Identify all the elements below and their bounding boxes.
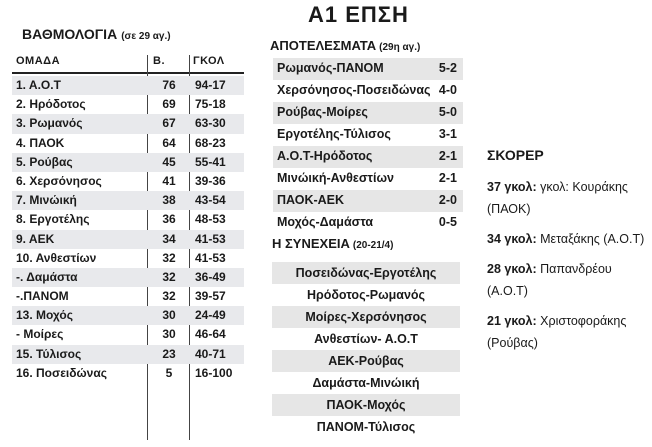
team-name: 3. Ρωμανός (16, 116, 83, 131)
next-subtitle: (20-21/4) (352, 240, 394, 251)
result-match: Α.Ο.Τ-Ηρόδοτος (277, 149, 373, 163)
next-title-text: Η ΣΥΝΕΧΕΙΑ (272, 236, 350, 251)
table-row (12, 210, 244, 229)
team-goals: 46-64 (195, 327, 226, 342)
team-name: 10. Ανθεστίων (16, 250, 97, 265)
table-row (12, 306, 244, 325)
result-row (273, 58, 463, 80)
table-row (12, 345, 244, 364)
team-points: 30 (162, 308, 176, 323)
team-points: 38 (162, 193, 176, 208)
result-match: Ρωμανός-ΠΑΝΟΜ (277, 61, 384, 75)
team-goals: 39-36 (195, 173, 226, 188)
team-name: - Μοίρες (16, 327, 64, 342)
result-row (273, 124, 463, 146)
result-match: Εργοτέλης-Τύλισος (277, 127, 391, 141)
team-name: 15. Τύλισος (16, 346, 82, 361)
team-goals: 63-30 (195, 116, 226, 131)
team-points: 34 (162, 231, 176, 246)
team-goals: 94-17 (195, 78, 226, 92)
results-title-text: ΑΠΟΤΕΛΕΣΜΑΤΑ (270, 38, 377, 53)
table-row (12, 76, 244, 95)
table-row (12, 134, 244, 153)
results-list (273, 58, 463, 234)
team-points: 67 (162, 116, 176, 131)
table-row (12, 249, 244, 268)
scorer-item (487, 228, 647, 250)
team-goals: 43-54 (195, 193, 226, 208)
team-points: 36 (162, 212, 176, 227)
result-score: 5-2 (438, 61, 457, 75)
team-name: 8. Εργοτέλης (16, 212, 90, 227)
scorer-name: Παπανδρέου (Α.Ο.Τ) (487, 262, 612, 298)
fixture-row: Ανθεστίων- Α.Ο.Τ (314, 332, 418, 346)
team-points: 23 (162, 346, 176, 361)
result-score: 2-1 (438, 149, 457, 163)
result-match: Χερσόνησος-Ποσειδώνας (277, 83, 431, 97)
scorer-name: Χριστοφοράκης (Ρούβας) (487, 314, 627, 350)
scorer-goals: 28 γκολ: (487, 262, 537, 276)
team-goals: 41-53 (195, 231, 226, 246)
table-row (12, 153, 244, 172)
team-goals: 36-49 (195, 269, 226, 284)
team-name: 6. Χερσόνησος (16, 173, 102, 188)
fixture-row: Ηρόδοτος-Ρωμανός (306, 288, 426, 302)
standings-subtitle: (σε 29 αγ.) (121, 31, 171, 42)
team-points: 76 (162, 78, 176, 92)
fixture-row: Μοίρες-Χερσόνησος (272, 306, 460, 328)
result-match: Μοχός-Δαμάστα (277, 215, 374, 229)
team-name: 9. ΑΕΚ (16, 231, 55, 246)
team-goals: 40-71 (195, 346, 226, 361)
team-points: 30 (162, 327, 176, 342)
team-name: 2. Ηρόδοτος (16, 97, 86, 112)
header-goals: ΓΚΟΛ (193, 55, 225, 67)
table-row (12, 172, 244, 191)
table-row (12, 325, 244, 344)
header-divider (12, 72, 244, 74)
fixture-row: ΠΑΟΚ-Μοχός (272, 394, 460, 416)
result-row (273, 168, 463, 190)
result-score: 4-0 (438, 83, 457, 97)
result-row (273, 212, 463, 234)
next-title (272, 236, 393, 251)
result-row (273, 190, 463, 212)
team-points: 41 (162, 173, 176, 188)
result-row (273, 80, 463, 102)
result-match: ΠΑΟΚ-ΑΕΚ (277, 193, 345, 207)
results-subtitle: (29η αγ.) (379, 42, 421, 53)
team-points: 32 (162, 250, 176, 265)
result-score: 3-1 (438, 127, 457, 141)
team-goals: 41-53 (195, 250, 226, 265)
team-goals: 68-23 (195, 135, 226, 150)
team-points: 5 (165, 365, 173, 380)
team-name: 5. Ρούβας (16, 154, 73, 169)
team-name: -. Δαμάστα (16, 269, 78, 284)
team-name: 7. Μινώική (16, 193, 77, 208)
team-points: 64 (162, 135, 176, 150)
table-row (12, 191, 244, 210)
result-score: 0-5 (438, 215, 457, 229)
result-match: Μινώική-Ανθεστίων (277, 171, 394, 185)
results-title (270, 38, 420, 53)
fixtures-list (272, 262, 460, 438)
team-goals: 48-53 (195, 212, 226, 227)
scorer-goals: 37 γκολ: (487, 180, 537, 194)
scorer-goals: 34 γκολ: (487, 232, 537, 246)
table-row (12, 268, 244, 287)
header-team: ΟΜΑΔΑ (16, 55, 61, 67)
result-score: 5-0 (438, 105, 457, 119)
scorers-title: ΣΚΟΡΕΡ (487, 147, 544, 163)
team-name: 4. ΠΑΟΚ (16, 135, 65, 150)
scorer-goals: 21 γκολ: (487, 314, 537, 328)
team-goals: 24-49 (195, 308, 226, 323)
team-name: -.ΠΑΝΟΜ (16, 289, 69, 304)
standings-table (12, 76, 244, 383)
team-goals: 55-41 (195, 154, 226, 169)
fixture-row: ΠΑΝΟΜ-Τύλισος (316, 420, 416, 434)
scorer-name: Μεταξάκης (Α.Ο.Τ) (540, 232, 645, 246)
league-title: Α1 ΕΠΣΗ (308, 2, 409, 27)
result-row (273, 102, 463, 124)
team-name: 1. Α.Ο.Τ (16, 78, 61, 92)
fixture-row: ΑΕΚ-Ρούβας (272, 350, 460, 372)
team-goals: 39-57 (195, 289, 226, 304)
scorer-name: γκολ: Κουράκης (ΠΑΟΚ) (487, 180, 628, 216)
team-name: 16. Ποσειδώνας (16, 365, 107, 380)
team-goals: 16-100 (195, 365, 233, 380)
result-score: 2-1 (438, 171, 457, 185)
scorer-item (487, 258, 647, 302)
result-match: Ρούβας-Μοίρες (277, 105, 368, 119)
header-points: Β. (153, 55, 165, 67)
team-name: 13. Μοχός (16, 308, 73, 323)
table-row (12, 364, 244, 383)
result-row (273, 146, 463, 168)
team-points: 32 (162, 289, 176, 304)
fixture-row: Δαμάστα-Μινώική (312, 376, 420, 390)
table-row (12, 230, 244, 249)
result-score: 2-0 (438, 193, 457, 207)
team-points: 45 (162, 154, 176, 169)
team-points: 69 (162, 97, 176, 112)
team-points: 32 (162, 269, 176, 284)
scorer-item (487, 176, 647, 220)
standings-title-text: ΒΑΘΜΟΛΟΓΙΑ (22, 26, 118, 42)
table-row (12, 287, 244, 306)
table-row (12, 95, 244, 114)
table-row (12, 114, 244, 133)
scorer-item (487, 310, 647, 354)
fixture-row: Ποσειδώνας-Εργοτέλης (272, 262, 460, 284)
standings-title (22, 26, 171, 42)
scorers-list (487, 176, 647, 362)
team-goals: 75-18 (195, 97, 226, 112)
